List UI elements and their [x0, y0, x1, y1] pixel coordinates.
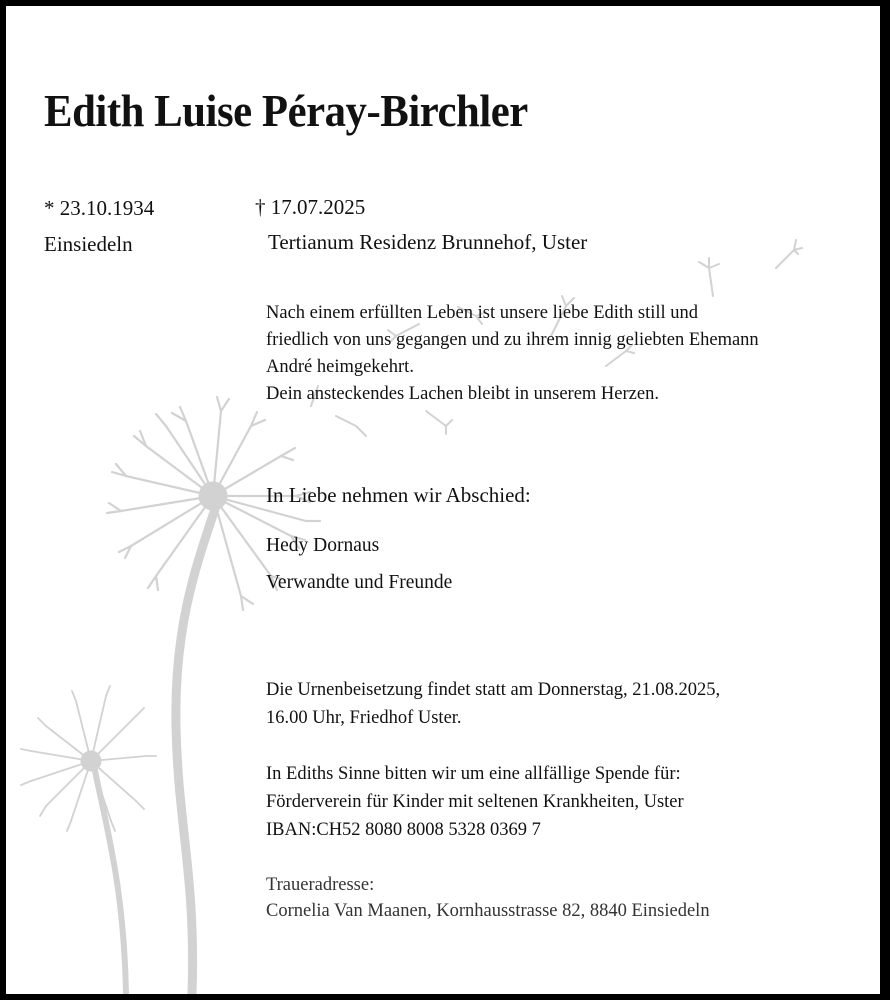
birth-date: * 23.10.1934 — [44, 196, 155, 220]
ceremony-info — [266, 676, 720, 732]
farewell-heading-text: In Liebe nehmen wir Abschied: — [266, 483, 531, 507]
mourner: Hedy Dornaus — [266, 535, 380, 556]
death-date: † 17.07.2025 — [255, 195, 366, 219]
deceased-name: Edith Luise Péray-Birchler — [44, 85, 528, 136]
mourning-address-label: Traueradresse: — [266, 875, 375, 895]
donation-info — [266, 760, 684, 844]
message-line: Nach einem erfüllten Leben ist unsere liebe Edith still und — [266, 303, 699, 323]
donation-line: In Ediths Sinne bitten wir um eine allfällige Spende für: — [266, 764, 681, 784]
death-place: Tertianum Residenz Brunnehof, Uster — [268, 230, 588, 254]
donation-line: Förderverein für Kinder mit seltenen Krankheiten, Uster — [266, 792, 684, 812]
mourning-address — [266, 872, 710, 924]
ceremony-line: 16.00 Uhr, Friedhof Uster. — [266, 708, 462, 728]
message-line: friedlich von uns gegangen und zu ihrem innig geliebten Ehemann — [266, 330, 759, 350]
message-line: Dein ansteckendes Lachen bleibt in unserem Herzen. — [266, 384, 659, 404]
farewell-heading — [266, 482, 531, 509]
donation-iban: IBAN:CH52 8080 8008 5328 0369 7 — [266, 820, 541, 840]
mourning-address-text: Cornelia Van Maanen, Kornhausstrasse 82, 8840 Einsiedeln — [266, 901, 710, 921]
message-line: André heimgekehrt. — [266, 357, 414, 377]
birth-place: Einsiedeln — [44, 232, 133, 256]
ceremony-line: Die Urnenbeisetzung findet statt am Donnerstag, 21.08.2025, — [266, 680, 721, 700]
mourner: Verwandte und Freunde — [266, 572, 453, 593]
obituary-notice — [6, 6, 880, 994]
memorial-message — [266, 300, 759, 408]
mourners-list — [266, 527, 452, 601]
